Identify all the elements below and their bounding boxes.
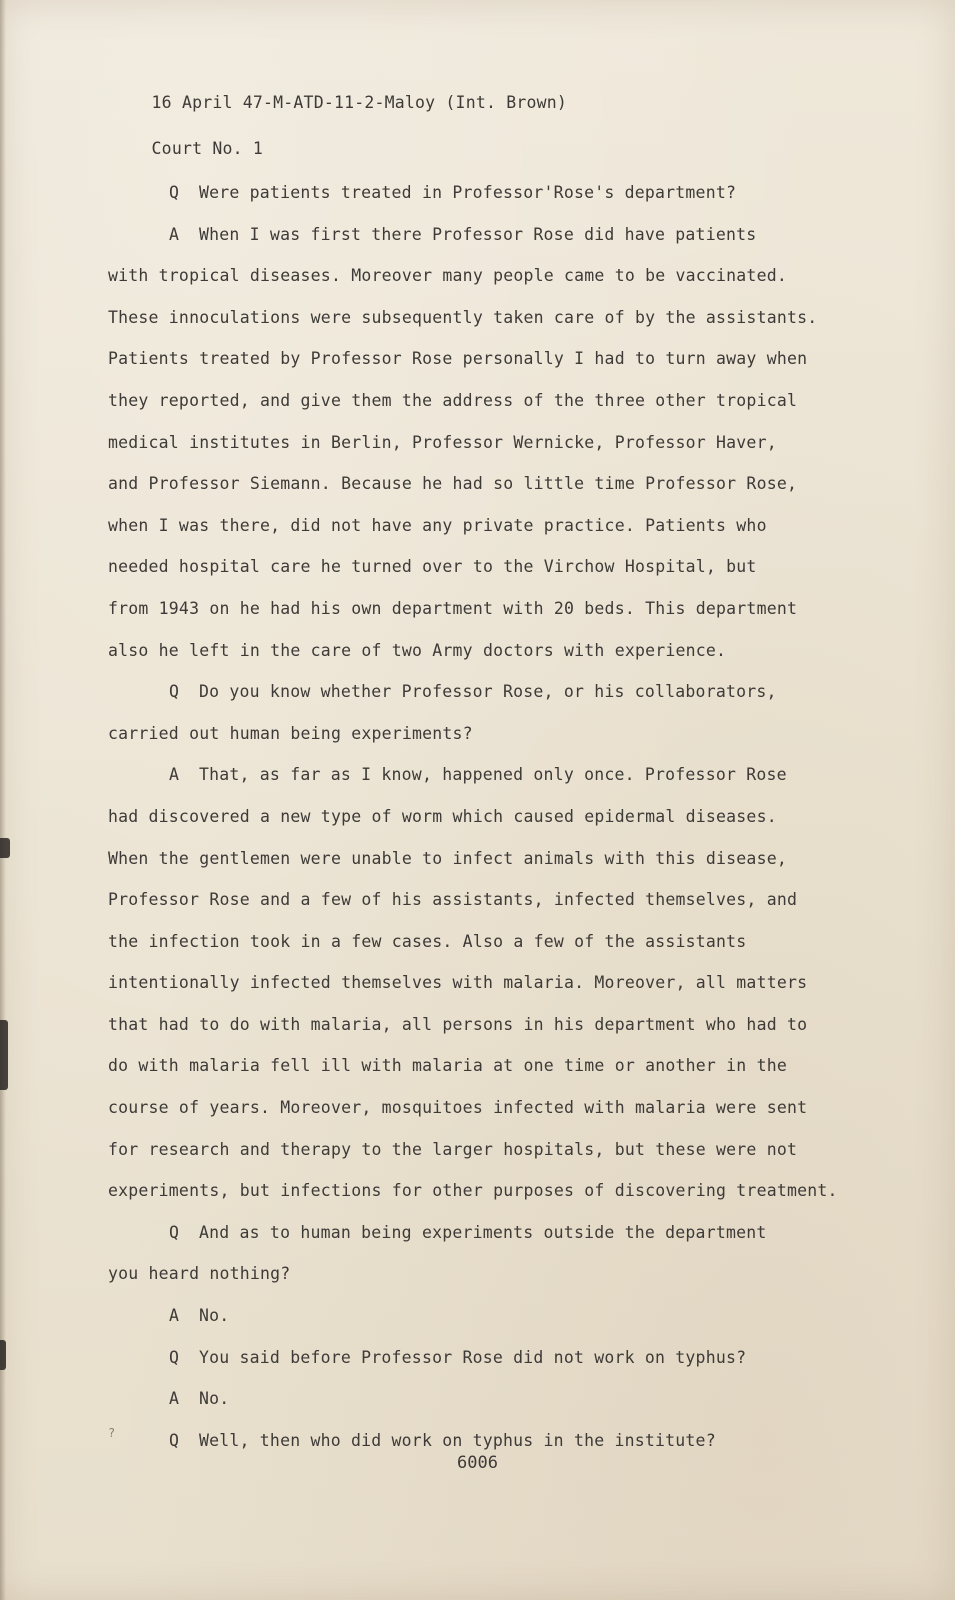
line-text: and Professor Siemann. Because he had so little time Professor Rose,	[108, 474, 798, 494]
line-text: from 1943 on he had his own department with 20 beds. This department	[108, 598, 798, 618]
question-marker: Q	[169, 183, 180, 202]
line-text: Do you know whether Professor Rose, or his collaborators,	[199, 682, 777, 702]
continuation-line	[108, 588, 838, 630]
continuation-line	[108, 962, 838, 1004]
continuation-line	[108, 1129, 838, 1171]
question-marker: Q	[169, 682, 180, 702]
torn-edge-mark	[0, 1020, 8, 1090]
line-text: Were patients treated in Professor'Rose's department?	[199, 183, 737, 202]
continuation-line	[108, 1087, 838, 1129]
continuation-line	[108, 505, 838, 547]
continuation-line	[108, 1253, 838, 1295]
document-header	[111, 68, 567, 183]
continuation-line	[108, 838, 838, 880]
line-text: they reported, and give them the address of the three other tropical	[108, 390, 798, 410]
torn-edge-mark	[0, 1340, 6, 1370]
line-text: Professor Rose and a few of his assistants, infected themselves, and	[108, 890, 798, 910]
page-number: 6006	[457, 1453, 498, 1473]
continuation-line	[108, 380, 838, 422]
answer-marker: A	[169, 1306, 180, 1326]
continuation-line	[108, 713, 838, 755]
continuation-line	[108, 255, 838, 297]
line-text: needed hospital care he turned over to the Virchow Hospital, but	[108, 557, 757, 577]
line-text: experiments, but infections for other purposes of discovering treatment.	[108, 1181, 838, 1201]
line-text: also he left in the care of two Army doctors with experience.	[108, 640, 727, 660]
line-text: course of years. Moreover, mosquitoes infected with malaria were sent	[108, 1098, 808, 1118]
question-line	[108, 671, 838, 713]
continuation-line	[108, 879, 838, 921]
answer-line	[108, 1378, 838, 1420]
answer-marker: A	[169, 1389, 180, 1409]
torn-edge-mark	[0, 838, 10, 858]
line-text: that had to do with malaria, all persons in his department who had to	[108, 1014, 808, 1034]
question-line	[108, 172, 838, 214]
line-text: for research and therapy to the larger hospitals, but these were not	[108, 1139, 798, 1159]
continuation-line	[108, 921, 838, 963]
continuation-line	[108, 1170, 838, 1212]
stray-mark: ?	[108, 1426, 116, 1440]
continuation-line	[108, 463, 838, 505]
line-text: Well, then who did work on typhus in the institute?	[199, 1430, 716, 1450]
line-text: You said before Professor Rose did not work on typhus?	[199, 1347, 747, 1367]
line-text: And as to human being experiments outside the department	[199, 1222, 767, 1242]
line-text: These innoculations were subsequently taken care of by the assistants.	[108, 307, 818, 327]
line-text: When I was first there Professor Rose did have patients	[199, 224, 757, 244]
answer-marker: A	[169, 765, 180, 785]
line-text: do with malaria fell ill with malaria at one time or another in the	[108, 1056, 787, 1076]
continuation-line	[108, 1004, 838, 1046]
continuation-line	[108, 1045, 838, 1087]
line-text: carried out human being experiments?	[108, 723, 473, 743]
continuation-line	[108, 796, 838, 838]
continuation-line	[108, 546, 838, 588]
line-text: medical institutes in Berlin, Professor Wernicke, Professor Haver,	[108, 432, 777, 452]
answer-marker: A	[169, 224, 180, 244]
header-line-2: Court No. 1	[151, 139, 264, 158]
answer-line	[108, 1295, 838, 1337]
header-line-1: 16 April 47-M-ATD-11-2-Maloy (Int. Brown)	[151, 93, 568, 112]
line-text: When the gentlemen were unable to infect animals with this disease,	[108, 848, 787, 868]
question-marker: Q	[169, 1222, 180, 1242]
line-text: Patients treated by Professor Rose personally I had to turn away when	[108, 349, 808, 369]
continuation-line	[108, 297, 838, 339]
question-line	[108, 1212, 838, 1254]
question-marker: Q	[169, 1430, 180, 1450]
line-text: That, as far as I know, happened only once. Professor Rose	[199, 765, 787, 785]
continuation-line	[108, 630, 838, 672]
continuation-line	[108, 422, 838, 464]
question-line	[108, 1337, 838, 1379]
line-text: when I was there, did not have any private practice. Patients who	[108, 515, 767, 535]
line-text: intentionally infected themselves with malaria. Moreover, all matters	[108, 973, 808, 993]
line-text: you heard nothing?	[108, 1264, 291, 1284]
transcript-body	[108, 172, 838, 1461]
line-text: No.	[199, 1306, 230, 1326]
answer-line	[108, 754, 838, 796]
line-text: the infection took in a few cases. Also a few of the assistants	[108, 931, 747, 951]
answer-line	[108, 214, 838, 256]
line-text: had discovered a new type of worm which caused epidermal diseases.	[108, 806, 777, 826]
line-text: No.	[199, 1389, 230, 1409]
continuation-line	[108, 338, 838, 380]
question-marker: Q	[169, 1347, 180, 1367]
line-text: with tropical diseases. Moreover many people came to be vaccinated.	[108, 266, 787, 286]
